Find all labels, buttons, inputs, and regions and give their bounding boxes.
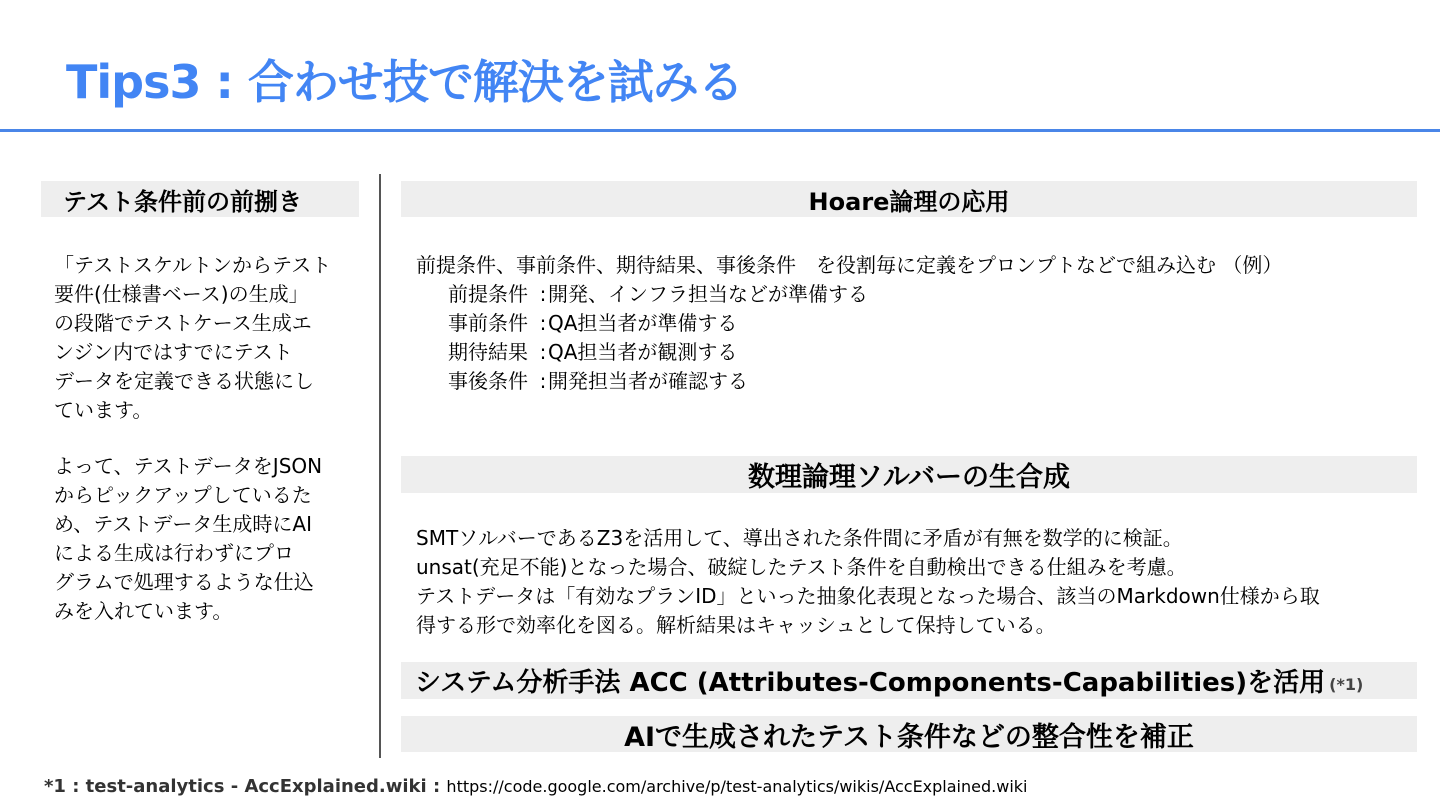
solver-heading-label: 数理論理ソルバーの生合成 <box>747 462 1071 493</box>
hoare-row-value: 開発担当者が確認する <box>548 369 748 393</box>
title-divider <box>0 129 1440 132</box>
slide-title: Tips3 : 合わせ技で解決を試みる <box>66 55 743 109</box>
hoare-body <box>416 251 1282 396</box>
solver-line-2: unsat(充足不能)となった場合、破綻したテスト条件を自動検出できる仕組みを考慮。 <box>416 555 1187 579</box>
hoare-row-key: 前提条件 <box>448 282 528 306</box>
ai-heading-label: AIで生成されたテスト条件などの整合性を補正 <box>624 721 1194 753</box>
hoare-row-1 <box>416 280 1282 309</box>
left-heading-label: テスト条件前の前捌き <box>63 187 303 216</box>
footnote-label: *1 : test-analytics - AccExplained.wiki : <box>44 776 447 797</box>
hoare-row-sep: : <box>539 340 547 364</box>
column-divider <box>379 174 381 758</box>
left-heading <box>41 181 359 217</box>
hoare-row-sep: : <box>539 282 547 306</box>
footnote-url[interactable]: https://code.google.com/archive/p/test-analytics/wikis/AccExplained.wiki <box>446 777 1028 796</box>
solver-heading <box>401 456 1417 493</box>
solver-line-4: 得する形で効率化を図る。解析結果はキャッシュとして保持している。 <box>416 613 1056 637</box>
solver-line-1: SMTソルバーであるZ3を活用して、導出された条件間に矛盾が有無を数学的に検証。 <box>416 526 1183 550</box>
hoare-row-3 <box>416 338 1282 367</box>
hoare-row-sep: : <box>539 369 547 393</box>
acc-heading <box>401 662 1417 699</box>
hoare-row-key: 事後条件 <box>448 369 528 393</box>
left-paragraph-1: 「テストスケルトンからテスト 要件(仕様書ベース)の生成」 の段階でテストケース生成エ ンジン内ではすでにテスト データを定義できる状態にし ています。 <box>54 253 332 422</box>
ai-heading <box>401 716 1417 752</box>
hoare-heading <box>401 181 1417 217</box>
acc-heading-label: システム分析手法 ACC (Attributes-Components-Capabilities)を活用 <box>415 668 1326 698</box>
hoare-row-2 <box>416 309 1282 338</box>
hoare-row-value: QA担当者が準備する <box>548 311 738 335</box>
hoare-intro: 前提条件、事前条件、期待結果、事後条件 を役割毎に定義をプロンプトなどで組み込む （例） <box>416 253 1283 277</box>
hoare-row-4 <box>416 367 1282 396</box>
acc-footnote-ref: (*1) <box>1329 675 1364 694</box>
hoare-row-key: 事前条件 <box>448 311 528 335</box>
hoare-row-value: QA担当者が観測する <box>548 340 738 364</box>
hoare-heading-label: Hoare論理の応用 <box>808 187 1010 216</box>
hoare-row-key: 期待結果 <box>448 340 528 364</box>
solver-line-3: テストデータは「有効なプランID」といった抽象化表現となった場合、該当のMarkdown仕様から取 <box>416 584 1320 608</box>
left-paragraph-2: よって、テストデータをJSON からピックアップしているた め、テストデータ生成時にAI による生成は行わずにプロ グラムで処理するような仕込 みを入れています。 <box>54 454 323 623</box>
hoare-row-value: 開発、インフラ担当などが準備する <box>548 282 868 306</box>
solver-body <box>416 524 1320 640</box>
footnote <box>44 776 1027 797</box>
hoare-row-sep: : <box>539 311 547 335</box>
